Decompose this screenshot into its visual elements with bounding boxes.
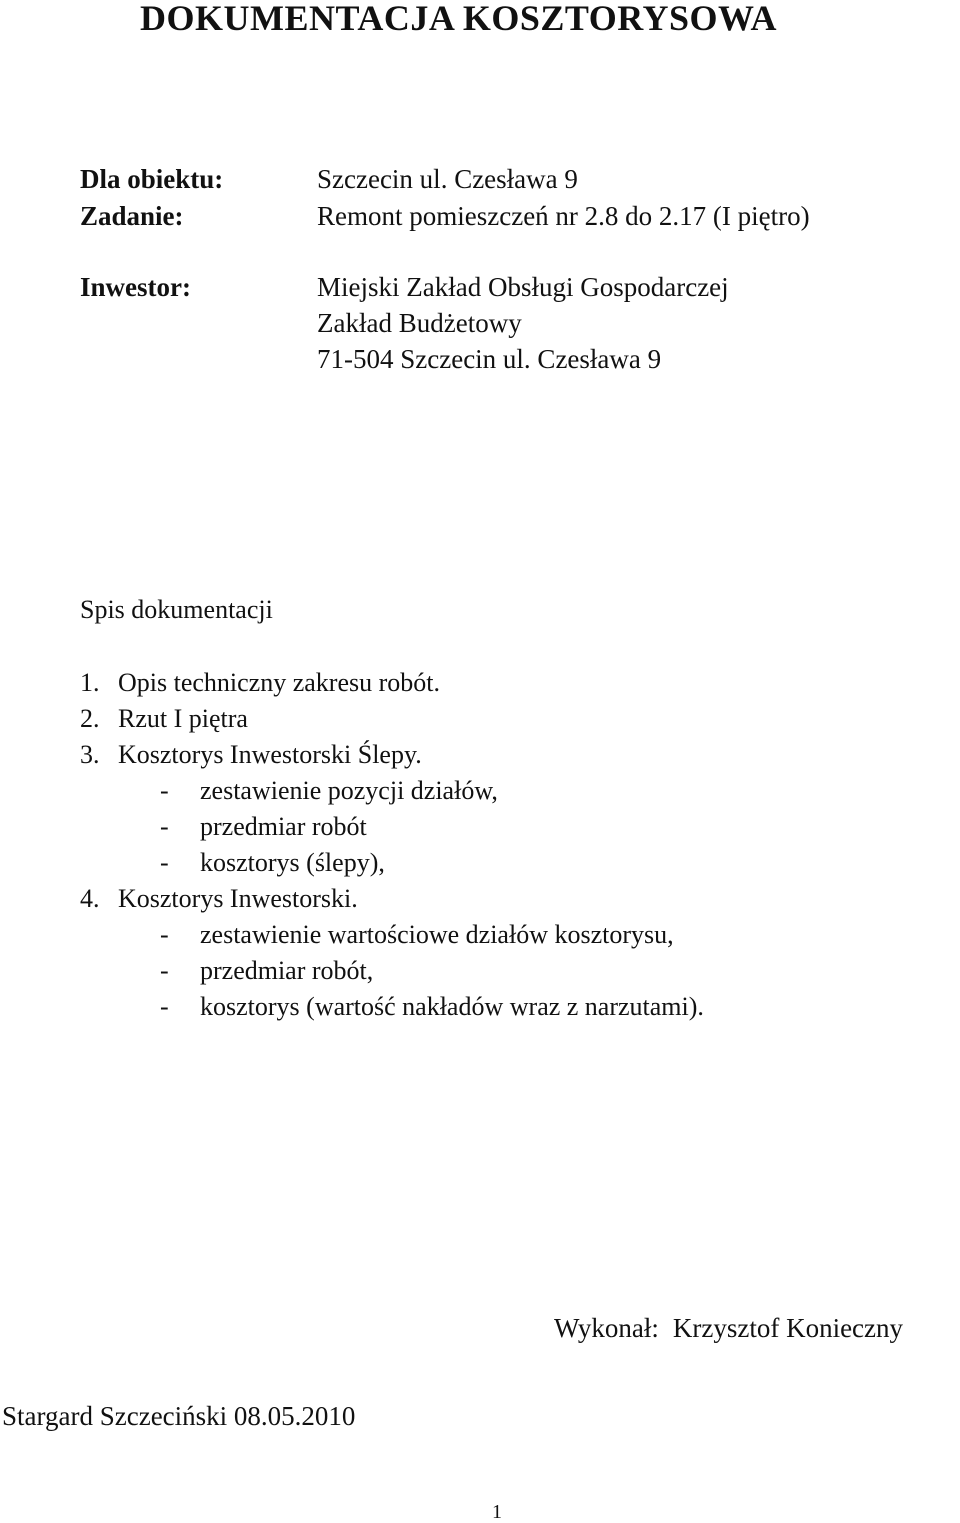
author-name: Krzysztof Konieczny xyxy=(672,1313,904,1343)
sub-item xyxy=(160,850,385,876)
sub-item xyxy=(160,958,373,984)
sub-item-text: zestawienie wartościowe działów kosztorysu, xyxy=(200,920,674,949)
dash: - xyxy=(160,992,169,1021)
investor-line: Miejski Zakład Obsługi Gospodarczej xyxy=(317,272,729,302)
item-text: Rzut I piętra xyxy=(118,704,248,733)
contents-item xyxy=(80,670,440,696)
sub-item-text: przedmiar robót, xyxy=(200,956,374,985)
author-line xyxy=(554,1315,903,1342)
object-value: Szczecin ul. Czesława 9 xyxy=(317,164,578,194)
sub-item-text: kosztorys (ślepy), xyxy=(200,848,385,877)
place-date: Stargard Szczeciński 08.05.2010 xyxy=(2,1401,356,1431)
dash: - xyxy=(160,956,169,985)
task-label: Zadanie: xyxy=(80,201,184,231)
sub-item xyxy=(160,778,498,804)
item-number: 4. xyxy=(80,884,100,913)
contents-heading: Spis dokumentacji xyxy=(80,595,273,624)
sub-item xyxy=(160,814,367,840)
dash: - xyxy=(160,812,169,841)
sub-item xyxy=(160,994,704,1020)
dash: - xyxy=(160,920,169,949)
item-text: Kosztorys Inwestorski Ślepy. xyxy=(118,740,422,769)
investor-line: Zakład Budżetowy xyxy=(317,308,522,338)
contents-item xyxy=(80,706,248,732)
sub-item-text: kosztorys (wartość nakładów wraz z narzutami). xyxy=(200,992,704,1021)
sub-item xyxy=(160,922,674,948)
object-label: Dla obiektu: xyxy=(80,164,224,194)
investor-line: 71-504 Szczecin ul. Czesława 9 xyxy=(317,344,662,374)
contents-item xyxy=(80,886,358,912)
sub-item-text: zestawienie pozycji działów, xyxy=(200,776,498,805)
item-text: Opis techniczny zakresu robót. xyxy=(118,668,441,697)
task-value: Remont pomieszczeń nr 2.8 do 2.17 (I piętro) xyxy=(317,201,810,231)
dash: - xyxy=(160,848,169,877)
page-number: 1 xyxy=(492,1501,502,1523)
item-number: 2. xyxy=(80,704,100,733)
item-text: Kosztorys Inwestorski. xyxy=(118,884,358,913)
contents-item xyxy=(80,742,422,768)
dash: - xyxy=(160,776,169,805)
investor-label: Inwestor: xyxy=(80,272,191,302)
sub-item-text: przedmiar robót xyxy=(200,812,367,841)
author-label: Wykonał: xyxy=(554,1313,659,1343)
item-number: 1. xyxy=(80,668,100,697)
item-number: 3. xyxy=(80,740,100,769)
document-title: DOKUMENTACJA KOSZTORYSOWA xyxy=(140,0,777,38)
